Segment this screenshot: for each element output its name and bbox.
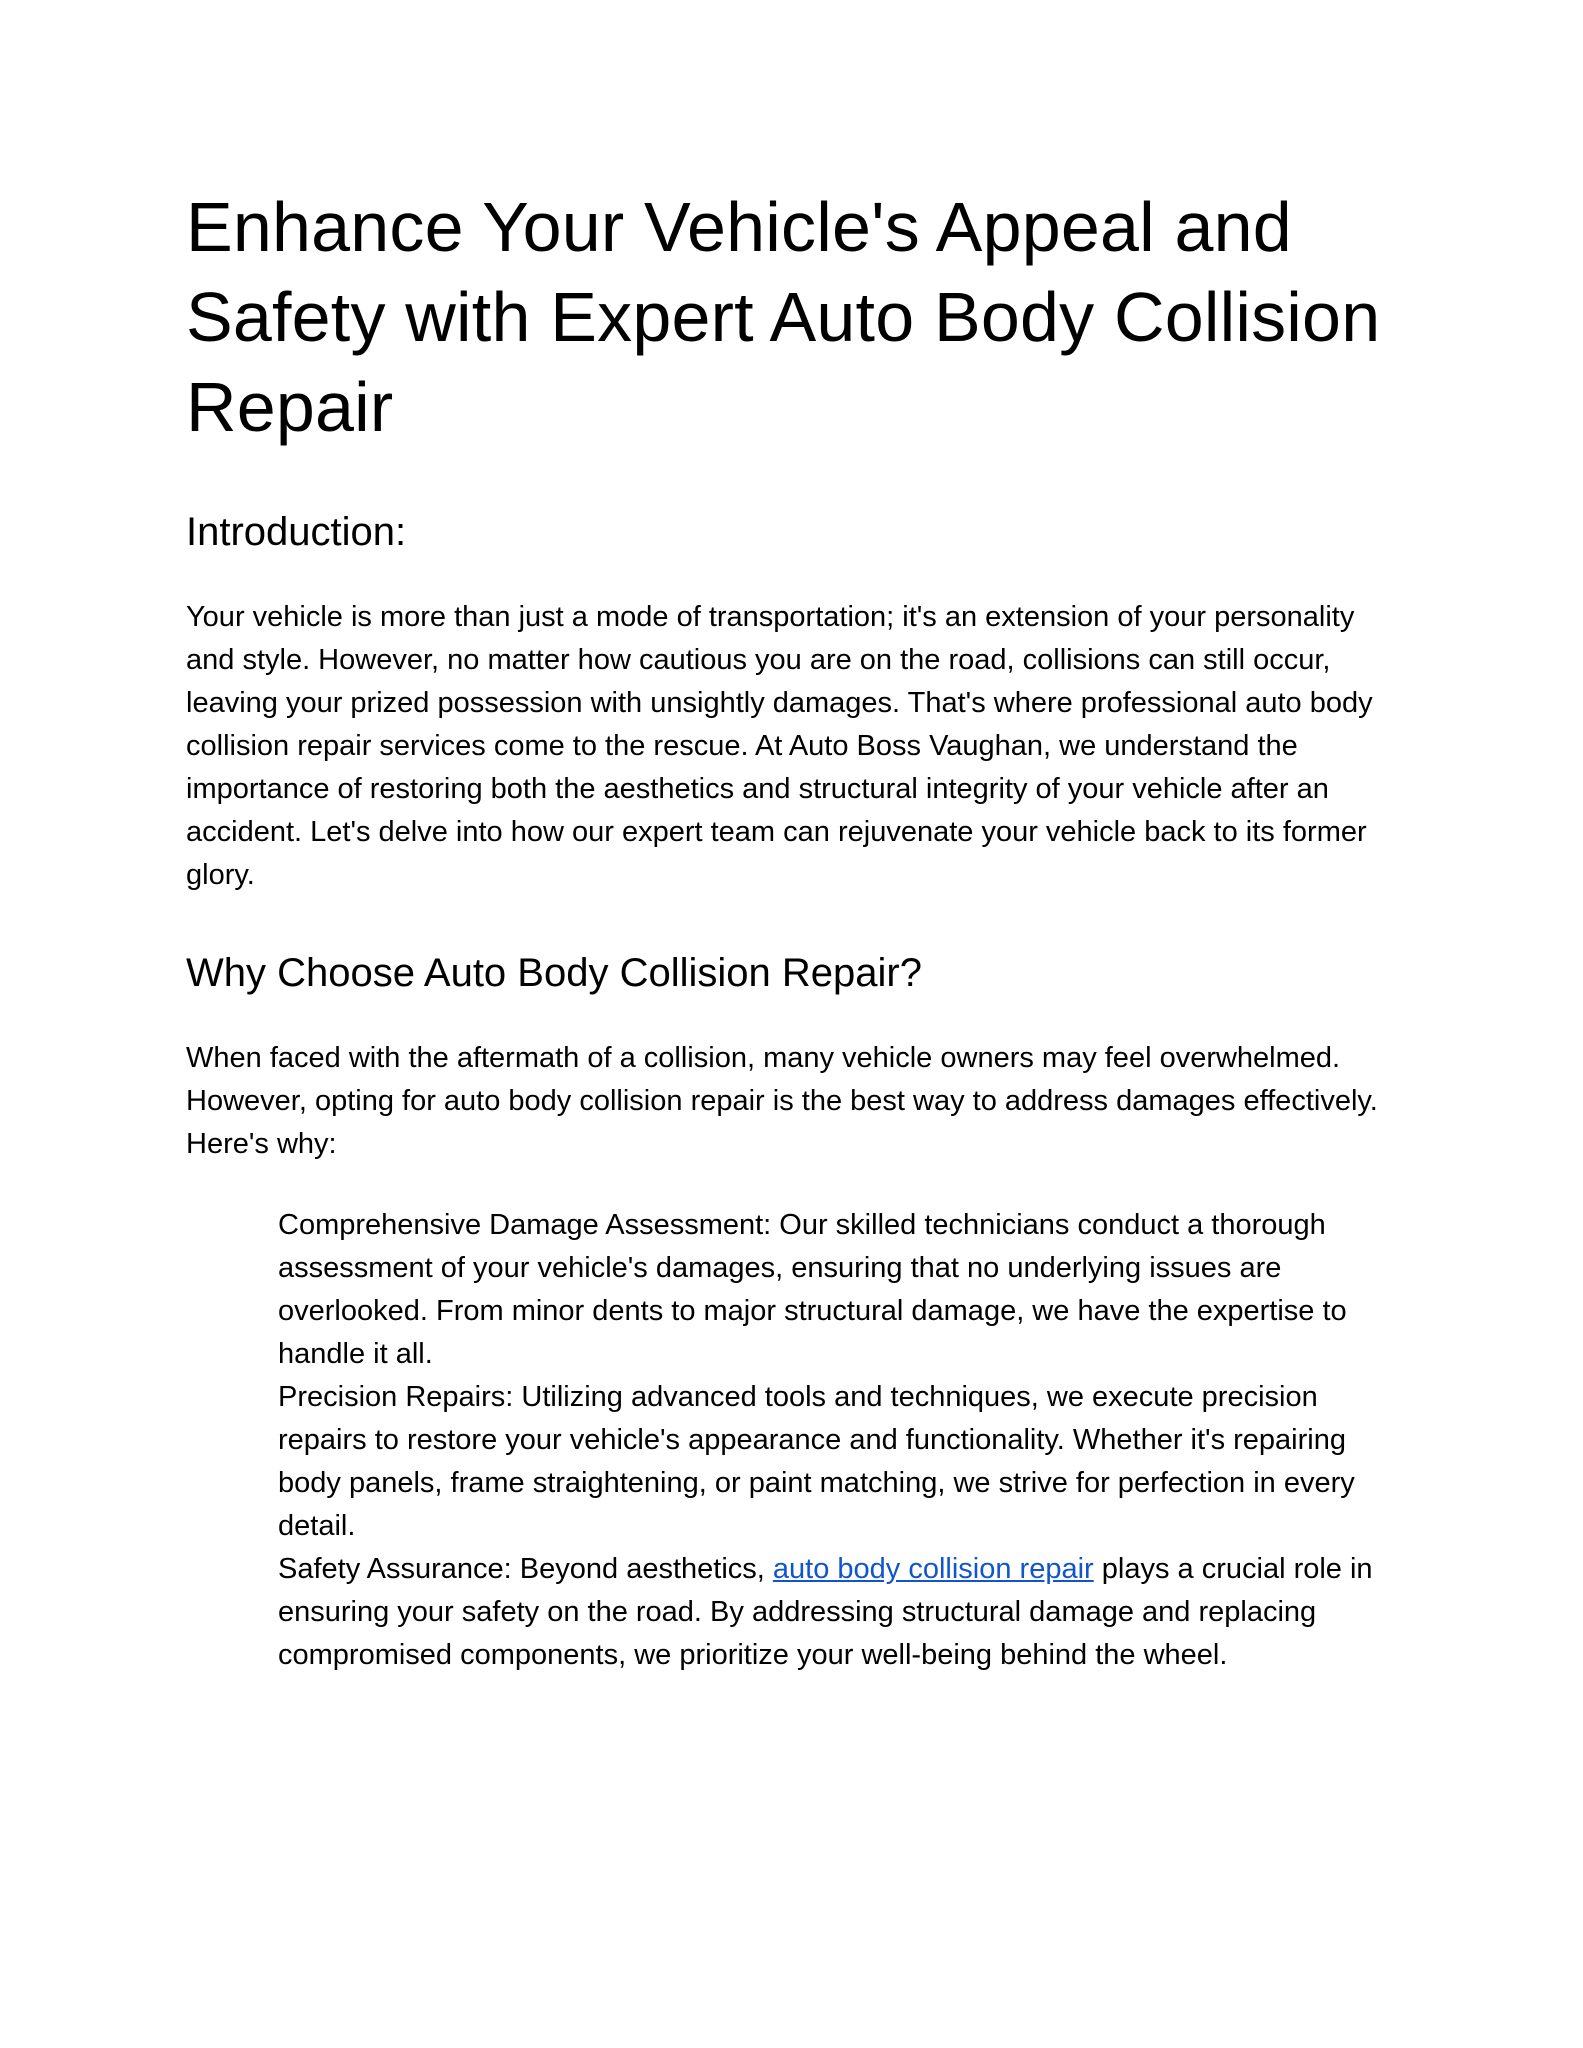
introduction-heading: Introduction: — [186, 510, 407, 554]
document-page — [186, 182, 1406, 1677]
reason-item-safety-assurance — [278, 1548, 1396, 1677]
why-choose-heading: Why Choose Auto Body Collision Repair? — [186, 951, 922, 995]
reasons-list — [186, 1204, 1396, 1677]
reason-text-after-link: plays a crucial role in ensuring your safety on the road. By addressing structural damage and replacing compromised components, we prioritize your well-being behind the wheel. — [278, 1553, 1373, 1671]
reason-text-before-link: Safety Assurance: Beyond aesthetics, — [278, 1553, 773, 1585]
reason-item-precision-repairs: Precision Repairs: Utilizing advanced tools and techniques, we execute precision repairs to restore your vehicle's appearance and functionality. Whether it's repairing body panels, frame straightening, or paint matching, we strive for perfection in every detail. — [278, 1381, 1355, 1542]
why-choose-paragraph: When faced with the aftermath of a collision, many vehicle owners may feel overwhelmed. However, opting for auto body collision repair is the best way to address damages effectively. Here's why: — [186, 1042, 1378, 1160]
introduction-paragraph: Your vehicle is more than just a mode of transportation; it's an extension of your personality and style. However, no matter how cautious you are on the road, collisions can still occur, leaving your prized possession with unsightly damages. That's where professional auto body collision repair services come to the rescue. At Auto Boss Vaughan, we understand the importance of restoring both the aesthetics and structural integrity of your vehicle after an accident. Let's delve into how our expert team can rejuvenate your vehicle back to its former glory. — [186, 601, 1373, 891]
document-title: Enhance Your Vehicle's Appeal and Safety with Expert Auto Body Collision Repair — [186, 188, 1381, 446]
reason-item-damage-assessment: Comprehensive Damage Assessment: Our skilled technicians conduct a thorough assessment of your vehicle's damages, ensuring that no underlying issues are overlooked. From minor dents to major structural damage, we have the expertise to handle it all. — [278, 1209, 1347, 1370]
collision-repair-link[interactable]: auto body collision repair — [772, 1553, 1094, 1585]
